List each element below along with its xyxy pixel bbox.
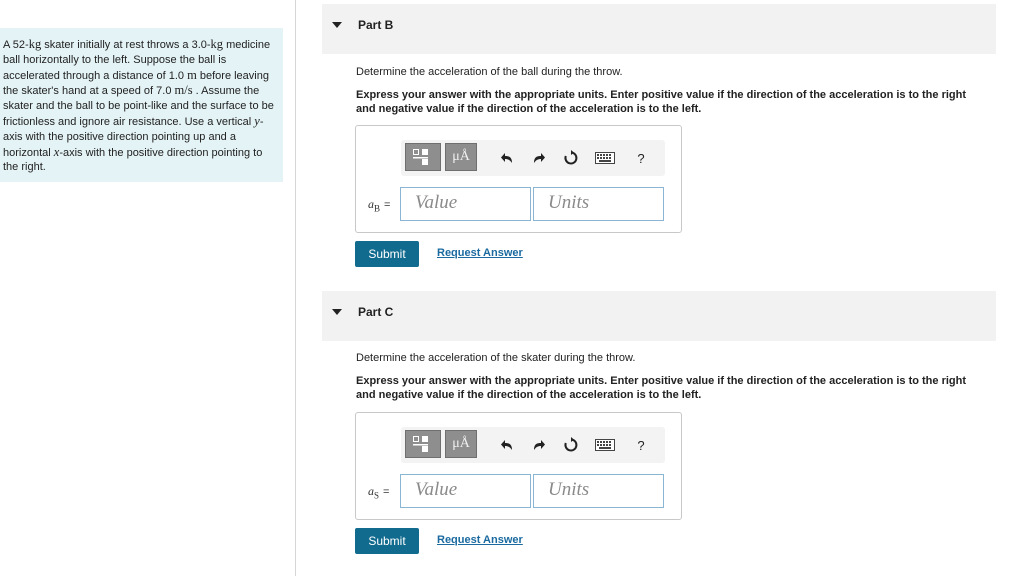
part-title: Part B [358,18,394,32]
math-term: m [187,67,197,82]
templates-icon[interactable] [405,430,441,458]
undo-icon[interactable] [497,435,517,455]
math-term: kg [28,37,42,51]
problem-text-run: . Assume the skater and the ball to be point-like and the surface to be frictionless and ignore air resistance. Use a vertical [3,85,274,128]
help-icon[interactable]: ? [637,150,645,166]
part-c-section [322,291,996,561]
value-input[interactable]: Value [400,474,531,508]
units-input[interactable]: Units [533,474,664,508]
collapse-caret-icon[interactable] [332,22,342,28]
answer-box [355,125,682,233]
collapse-caret-icon[interactable] [332,309,342,315]
instruction-text: Express your answer with the appropriate units. Enter positive value if the direction of the acceleration is to the right and negative value if the direction of the acceleration is to the left. [356,375,967,401]
keyboard-icon[interactable] [593,148,617,168]
templates-icon[interactable] [405,143,441,171]
math-term: x [53,144,60,159]
answer-box [355,412,682,520]
units-input[interactable]: Units [533,187,664,221]
panel-divider [295,0,296,576]
math-term: kg [210,37,224,51]
redo-icon[interactable] [529,435,549,455]
reset-icon[interactable] [561,148,581,168]
value-input[interactable]: Value [400,187,531,221]
math-term: y [254,113,260,128]
problem-text-run: A 52- [3,39,29,51]
question-text: Determine the acceleration of the skater during the throw. [356,352,636,364]
problem-text-run: before leaving the skater's hand at a speed of 7.0 [3,69,269,98]
request-answer-link[interactable]: Request Answer [437,534,523,546]
problem-text-run: medicine ball horizontally to the left. Suppose the ball is accelerated through a distance of 1.0 [3,39,271,82]
problem-text-run: skater initially at rest throws a 3.0- [41,39,211,51]
submit-button[interactable]: Submit [355,528,419,554]
part-c-header[interactable] [322,291,996,341]
keyboard-icon[interactable] [593,435,617,455]
math-toolbar [401,427,665,463]
help-icon[interactable]: ? [637,437,645,453]
reset-icon[interactable] [561,435,581,455]
problem-text-run: -axis with the positive direction pointing up and a horizontal [3,115,264,159]
undo-icon[interactable] [497,148,517,168]
units-mu-icon[interactable]: μÅ [445,430,477,458]
math-term: m/s [174,83,193,98]
part-b-section [322,4,996,274]
part-title: Part C [358,305,394,319]
part-b-header[interactable] [322,4,996,54]
redo-icon[interactable] [529,148,549,168]
request-answer-link[interactable]: Request Answer [437,247,523,259]
problem-text-run: -axis with the positive direction pointing to the right. [3,146,263,174]
math-toolbar [401,140,665,176]
units-mu-icon[interactable]: μÅ [445,143,477,171]
problem-statement [0,28,283,182]
instruction-text: Express your answer with the appropriate units. Enter positive value if the direction of the acceleration is to the right and negative value if the direction of the acceleration is to the left. [356,89,967,115]
variable-label: $a_S$ = [368,484,390,501]
variable-label: $a_B$ = [368,197,391,214]
question-text: Determine the acceleration of the ball during the throw. [356,66,623,78]
submit-button[interactable]: Submit [355,241,419,267]
